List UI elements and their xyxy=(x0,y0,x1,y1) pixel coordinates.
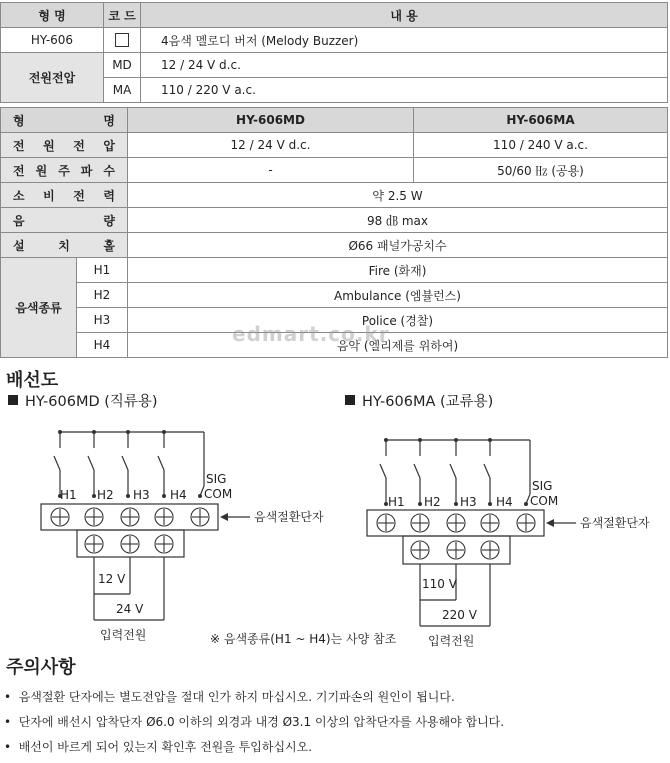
voltage-ma-value: 110 / 240 V a.c. xyxy=(414,133,668,158)
model-desc: 4음색 멜로디 버저 (Melody Buzzer) xyxy=(141,28,668,53)
md-voltage-24: 24 V xyxy=(116,602,144,616)
header-type: 형 명 xyxy=(1,3,104,28)
tone-value-h3: Police (경찰) xyxy=(128,308,668,333)
mount-row-label: 설 치 홀 xyxy=(1,233,128,258)
tone-value-h4: 음악 (엘리제를 위하여) xyxy=(128,333,668,358)
frequency-ma-value: 50/60 ㎐ (공용) xyxy=(414,158,668,183)
ma-input-label: 입력전원 xyxy=(428,634,475,648)
tone-note: ※ 음색종류(H1 ~ H4)는 사양 참조 xyxy=(210,632,397,646)
t2-header-label: 형 명 xyxy=(1,108,128,133)
md-input-label: 입력전원 xyxy=(100,628,147,642)
md-title: HY-606MD (직류용) xyxy=(8,390,158,411)
voltage-ma: 110 / 220 V a.c. xyxy=(141,78,668,103)
ma-term-h4: H4 xyxy=(496,495,513,509)
voltage-md: 12 / 24 V d.c. xyxy=(141,53,668,78)
md-com: COM xyxy=(204,487,233,501)
ma-switch-h3 xyxy=(450,440,456,504)
voltage-md-value: 12 / 24 V d.c. xyxy=(128,133,414,158)
caution-item: • 배선이 바르게 되어 있는지 확인후 전원을 투입하십시오. xyxy=(4,740,313,754)
md-voltage-12: 12 V xyxy=(98,572,126,586)
ma-voltage-220: 220 V xyxy=(442,608,477,622)
model-cell: HY-606 xyxy=(1,28,104,53)
watermark: edmart.co.kr xyxy=(232,322,390,346)
ma-switch-h1 xyxy=(380,440,386,504)
tone-key-h2: H2 xyxy=(77,283,128,308)
code-md: MD xyxy=(104,53,141,78)
ma-term-h3: H3 xyxy=(460,495,477,509)
ma-switch-label: 음색절환단자 xyxy=(580,516,650,530)
ma-voltage-110: 110 V xyxy=(422,577,457,591)
ma-term-h1: H1 xyxy=(388,495,405,509)
tone-key-h1: H1 xyxy=(77,258,128,283)
md-term-h4: H4 xyxy=(170,488,187,502)
ma-com: COM xyxy=(530,494,559,508)
ma-switch-h4 xyxy=(484,440,490,504)
power-row-label: 소 비 전 력 xyxy=(1,183,128,208)
tone-key-h4: H4 xyxy=(77,333,128,358)
md-term-h3: H3 xyxy=(133,488,150,502)
caution-item: • 단자에 배선시 압착단자 Ø6.0 이하의 외경과 내경 Ø3.1 이상의 압착단자를 사용해야 합니다. xyxy=(4,715,505,729)
md-switch-label: 음색절환단자 xyxy=(254,510,324,524)
t2-header-md: HY-606MD xyxy=(128,108,414,133)
t2-header-ma: HY-606MA xyxy=(414,108,668,133)
volume-row-label: 음 량 xyxy=(1,208,128,233)
md-term-h2: H2 xyxy=(97,488,114,502)
wiring-title: 배선도 xyxy=(6,370,59,391)
caution-list xyxy=(4,688,664,763)
ma-arrow-head-icon xyxy=(546,519,554,527)
tone-value-h1: Fire (화재) xyxy=(128,258,668,283)
code-ma: MA xyxy=(104,78,141,103)
header-code: 코 드 xyxy=(104,3,141,28)
md-sig: SIG xyxy=(206,472,227,486)
caution-item: • 음색절환 단자에는 별도전압을 절대 인가 하지 마십시오. 기기파손의 원인이 됩니다. xyxy=(4,690,455,704)
voltage-label: 전원전압 xyxy=(1,53,104,103)
ma-title: HY-606MA (교류용) xyxy=(345,390,493,411)
tone-value-h2: Ambulance (엠뷸런스) xyxy=(128,283,668,308)
volume-value: 98 ㏈ max xyxy=(128,208,668,233)
power-value: 약 2.5 W xyxy=(128,183,668,208)
tone-key-h3: H3 xyxy=(77,308,128,333)
voltage-row-label: 전 원 전 압 xyxy=(1,133,128,158)
tone-label: 음색종류 xyxy=(1,258,77,358)
mount-value: Ø66 패널가공치수 xyxy=(128,233,668,258)
md-term-h1: H1 xyxy=(60,488,77,502)
ma-switch-h2 xyxy=(414,440,420,504)
frequency-row-label: 전 원 주 파 수 xyxy=(1,158,128,183)
ma-sig: SIG xyxy=(532,479,553,493)
caution-title: 주의사항 xyxy=(6,657,76,678)
ma-term-h2: H2 xyxy=(424,495,441,509)
header-content: 내 용 xyxy=(141,3,668,28)
frequency-md-value: - xyxy=(128,158,414,183)
